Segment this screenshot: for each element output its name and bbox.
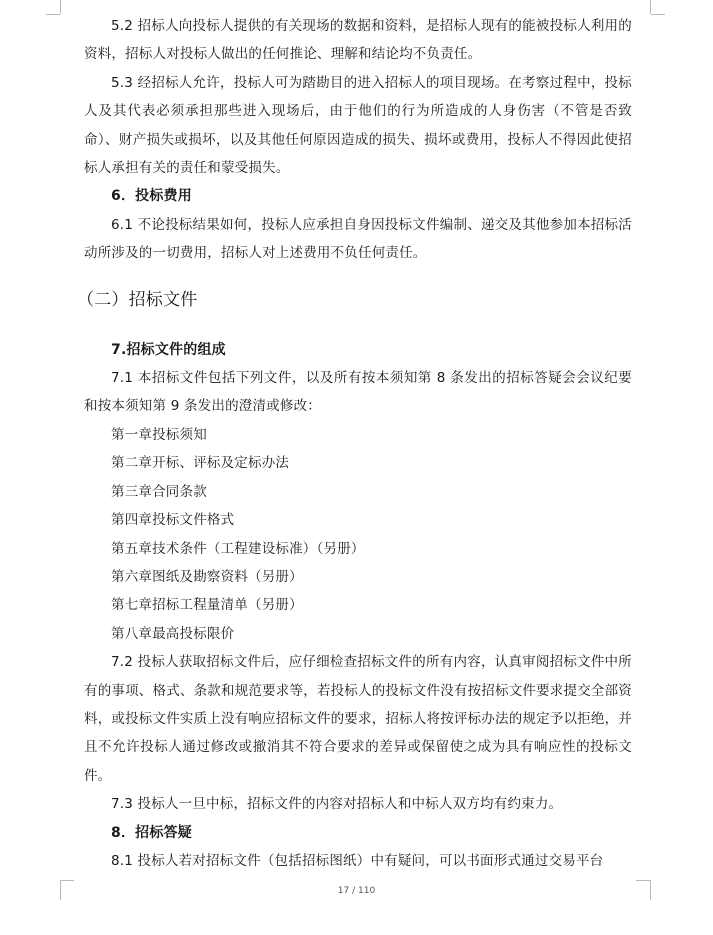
crop-mark	[651, 14, 665, 15]
chapter-item: 第一章投标须知	[111, 426, 207, 443]
paragraph-5-3: 5.3 经招标人允许，投标人可为踏勘目的进入招标人的项目现场。在考察过程中，投标人及其代表必须承担那些进入现场后，由于他们的行为所造成的人身伤害（不管是否致命）、财产损失或损坏，以及其他任何原因造成的损失、损坏或费用，投标人不得因此使招标人承担有关的责任和蒙受损失。	[84, 74, 632, 177]
chapter-item: 第三章合同条款	[111, 483, 207, 500]
chapter-item: 第六章图纸及勘察资料（另册）	[111, 568, 303, 585]
crop-mark	[46, 14, 60, 15]
chapter-item: 第二章开标、评标及定标办法	[111, 455, 290, 472]
heading-6: 6．投标费用	[111, 188, 192, 205]
heading-8: 8．招标答疑	[111, 824, 192, 841]
paragraph-7-2: 7.2 投标人获取招标文件后，应仔细检查招标文件的所有内容，认真审阅招标文件中所有的事项、格式、条款和规范要求等，若投标人的投标文件没有按招标文件要求提交全部资料，或投标文件实质上没有响应招标文件的要求，招标人将按评标办法的规定予以拒绝，并且不允许投标人通过修改或撤消其不符合要求的差异或保留使之成为具有响应性的投标文件。	[84, 654, 632, 784]
crop-mark	[636, 880, 650, 881]
document-body	[77, 12, 632, 875]
heading-7: 7.招标文件的组成	[111, 341, 226, 358]
chapter-item: 第五章技术条件（工程建设标准）（另册）	[111, 540, 365, 557]
section-heading: （二）招标文件	[77, 289, 198, 310]
chapter-item: 第八章最高投标限价	[111, 625, 235, 642]
paragraph-5-2: 5.2 招标人向投标人提供的有关现场的数据和资料，是招标人现有的能被投标人利用的资料，招标人对投标人做出的任何推论、理解和结论均不负责任。	[84, 18, 632, 63]
page-number: 17 / 110	[337, 886, 376, 896]
paragraph-8-1: 8.1 投标人若对招标文件（包括招标图纸）中有疑问，可以书面形式通过交易平台	[111, 852, 604, 869]
paragraph-7-3: 7.3 投标人一旦中标，招标文件的内容对招标人和中标人双方均有约束力。	[111, 796, 563, 813]
paragraph-7-1: 7.1 本招标文件包括下列文件，以及所有按本须知第 8 条发出的招标答疑会会议纪要和按本须知第 9 条发出的澄清或修改：	[84, 370, 632, 415]
crop-mark	[60, 880, 74, 881]
crop-mark	[650, 0, 651, 14]
paragraph-6-1: 6.1 不论投标结果如何，投标人应承担自身因投标文件编制、递交及其他参加本招标活动所涉及的一切费用，招标人对上述费用不负任何责任。	[84, 216, 632, 262]
crop-mark	[60, 0, 61, 14]
chapter-item: 第七章招标工程量清单（另册）	[111, 597, 303, 614]
chapter-item: 第四章投标文件格式	[111, 512, 235, 529]
